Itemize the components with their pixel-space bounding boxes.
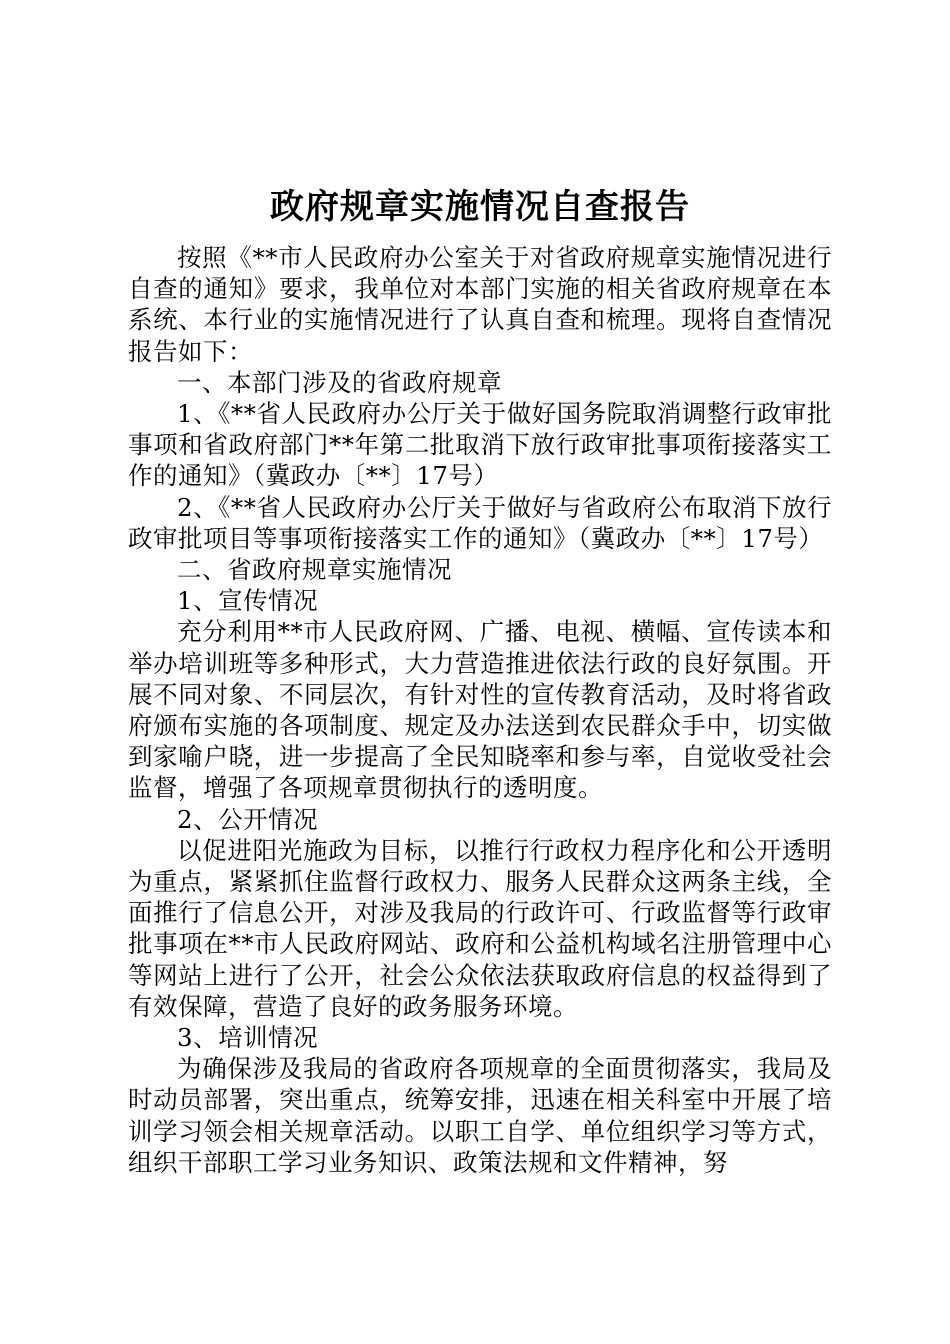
subheading-training: 3、培训情况 bbox=[177, 1023, 319, 1053]
paragraph-intro: 按照《**市人民政府办公室关于对省政府规章实施情况进行自查的通知》要求，我单位对本部门实施的相关省政府规章在本系统、本行业的实施情况进行了认真自查和梳理。现将自查情况报告如下： bbox=[128, 243, 832, 366]
document-title: 政府规章实施情况自查报告 bbox=[270, 187, 690, 227]
subheading-disclosure: 2、公开情况 bbox=[177, 804, 319, 834]
section-heading-2: 二、省政府规章实施情况 bbox=[177, 555, 452, 585]
paragraph-disclosure: 以促进阳光施政为目标，以推行行政权力程序化和公开透明为重点，紧紧抓住监督行政权力、服务人民群众这两条主线，全面推行了信息公开，对涉及我局的行政许可、行政监督等行政审批事项在**市人民政府网站、政府和公益机构域名注册管理中心等网站上进行了公开，社会公众依法获取政府信息的权益得到了有效保障，营造了良好的政务服务环境。 bbox=[128, 835, 832, 1021]
subheading-publicity: 1、宣传情况 bbox=[177, 586, 319, 616]
paragraph-publicity: 充分利用**市人民政府网、广播、电视、横幅、宣传读本和举办培训班等多种形式，大力营造推进依法行政的良好氛围。开展不同对象、不同层次，有针对性的宣传教育活动，及时将省政府颁布实施的各项制度、规定及办法送到农民群众手中，切实做到家喻户晓，进一步提高了全民知晓率和参与率，自觉收受社会监督，增强了各项规章贯彻执行的透明度。 bbox=[128, 617, 832, 803]
list-item-regulation-1: 1、《**省人民政府办公厅关于做好国务院取消调整行政审批事项和省政府部门**年第二批取消下放行政审批事项衔接落实工作的通知》（冀政办〔**〕17号） bbox=[128, 399, 832, 491]
section-heading-1: 一、本部门涉及的省政府规章 bbox=[177, 367, 502, 397]
document-page bbox=[128, 182, 832, 1178]
paragraph-training: 为确保涉及我局的省政府各项规章的全面贯彻落实，我局及时动员部署，突出重点，统筹安排，迅速在相关科室中开展了培训学习领会相关规章活动。以职工自学、单位组织学习等方式，组织干部职工学习业务知识、政策法规和文件精神，努 bbox=[128, 1054, 832, 1177]
list-item-regulation-2: 2、《**省人民政府办公厅关于做好与省政府公布取消下放行政审批项目等事项衔接落实工作的通知》（冀政办〔**〕17号） bbox=[128, 492, 832, 553]
